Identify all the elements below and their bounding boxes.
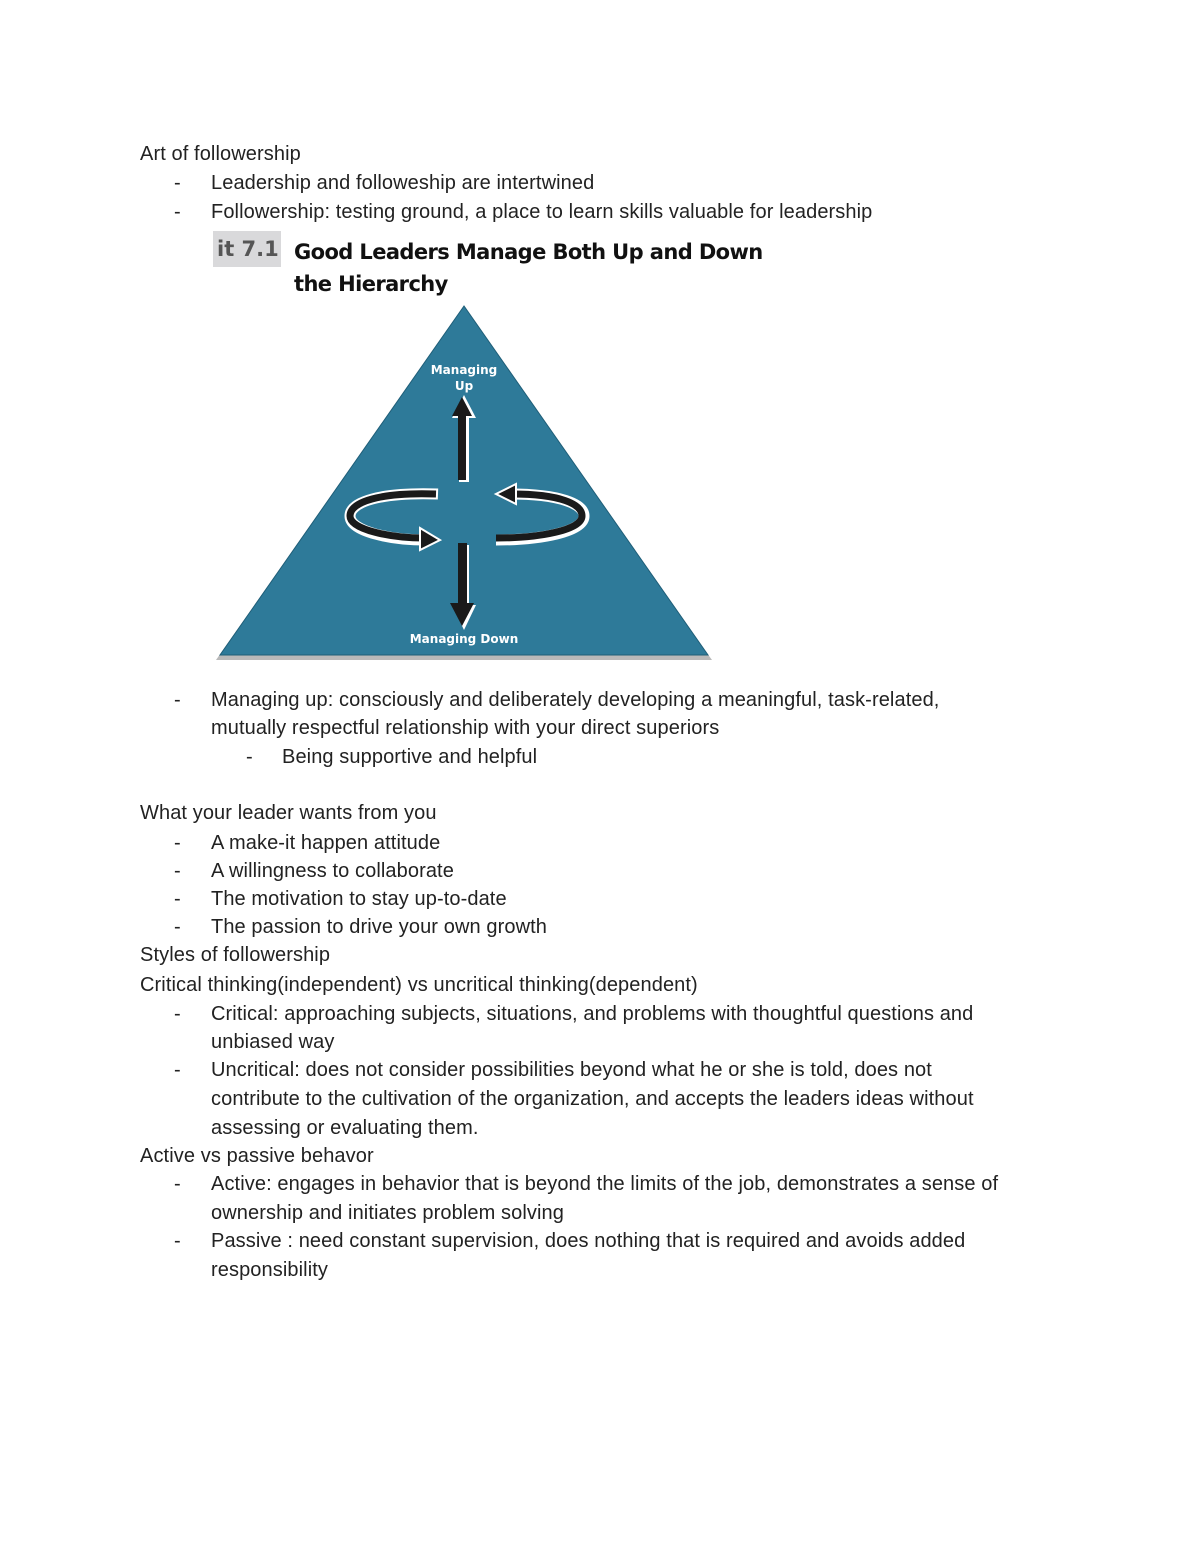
figure-title-line-2: the Hierarchy <box>294 272 448 296</box>
managing-down-label: Managing Down <box>409 632 519 646</box>
bullet-item: A willingness to collaborate <box>211 860 454 882</box>
heading-art-of-followership: Art of followership <box>140 143 301 165</box>
sub-bullet-item: Being supportive and helpful <box>282 746 538 768</box>
bullet-dash: - <box>174 888 181 910</box>
exhibit-number-tag: it 7.1 <box>213 231 281 267</box>
bullet-item: Followership: testing ground, a place to learn skills valuable for leadership <box>211 201 873 223</box>
uncritical-definition-line-3: assessing or evaluating them. <box>211 1117 479 1139</box>
active-definition-line-2: ownership and initiates problem solving <box>211 1202 564 1224</box>
managing-up-definition-line-2: mutually respectful relationship with your direct superiors <box>211 717 720 739</box>
heading-what-leader-wants: What your leader wants from you <box>140 802 437 824</box>
bullet-dash: - <box>174 201 181 223</box>
bullet-item: Leadership and followeship are intertwined <box>211 172 595 194</box>
critical-definition-line-1: Critical: approaching subjects, situations, and problems with thoughtful questions and <box>211 1003 974 1025</box>
bullet-dash: - <box>174 1173 181 1195</box>
heading-styles-of-followership: Styles of followership <box>140 944 331 966</box>
uncritical-definition-line-1: Uncritical: does not consider possibilities beyond what he or she is told, does not <box>211 1059 932 1081</box>
uncritical-definition-line-2: contribute to the cultivation of the organization, and accepts the leaders ideas without <box>211 1088 974 1110</box>
bullet-dash: - <box>174 1059 181 1081</box>
bullet-item: A make-it happen attitude <box>211 832 441 854</box>
bullet-item: The motivation to stay up-to-date <box>211 888 507 910</box>
sub-bullet-dash: - <box>246 746 253 768</box>
managing-up-label-line-2: Up <box>454 379 474 393</box>
passive-definition-line-1: Passive : need constant supervision, does nothing that is required and avoids added <box>211 1230 966 1252</box>
heading-active-vs-passive: Active vs passive behavor <box>140 1145 374 1167</box>
managing-up-definition-line-1: Managing up: consciously and deliberately developing a meaningful, task-related, <box>211 689 940 711</box>
figure-title-line-1: Good Leaders Manage Both Up and Down <box>294 240 763 264</box>
bullet-dash: - <box>174 172 181 194</box>
bullet-dash: - <box>174 689 181 711</box>
bullet-dash: - <box>174 860 181 882</box>
bullet-dash: - <box>174 1230 181 1252</box>
subheading-critical-thinking: Critical thinking(independent) vs uncritical thinking(dependent) <box>140 974 698 996</box>
bullet-dash: - <box>174 916 181 938</box>
bullet-dash: - <box>174 1003 181 1025</box>
critical-definition-line-2: unbiased way <box>211 1031 335 1053</box>
passive-definition-line-2: responsibility <box>211 1259 329 1281</box>
active-definition-line-1: Active: engages in behavior that is beyond the limits of the job, demonstrates a sense of <box>211 1173 999 1195</box>
hierarchy-pyramid-diagram <box>0 0 1200 700</box>
bullet-item: The passion to drive your own growth <box>211 916 547 938</box>
managing-up-label-line-1: Managing <box>430 363 498 377</box>
bullet-dash: - <box>174 832 181 854</box>
